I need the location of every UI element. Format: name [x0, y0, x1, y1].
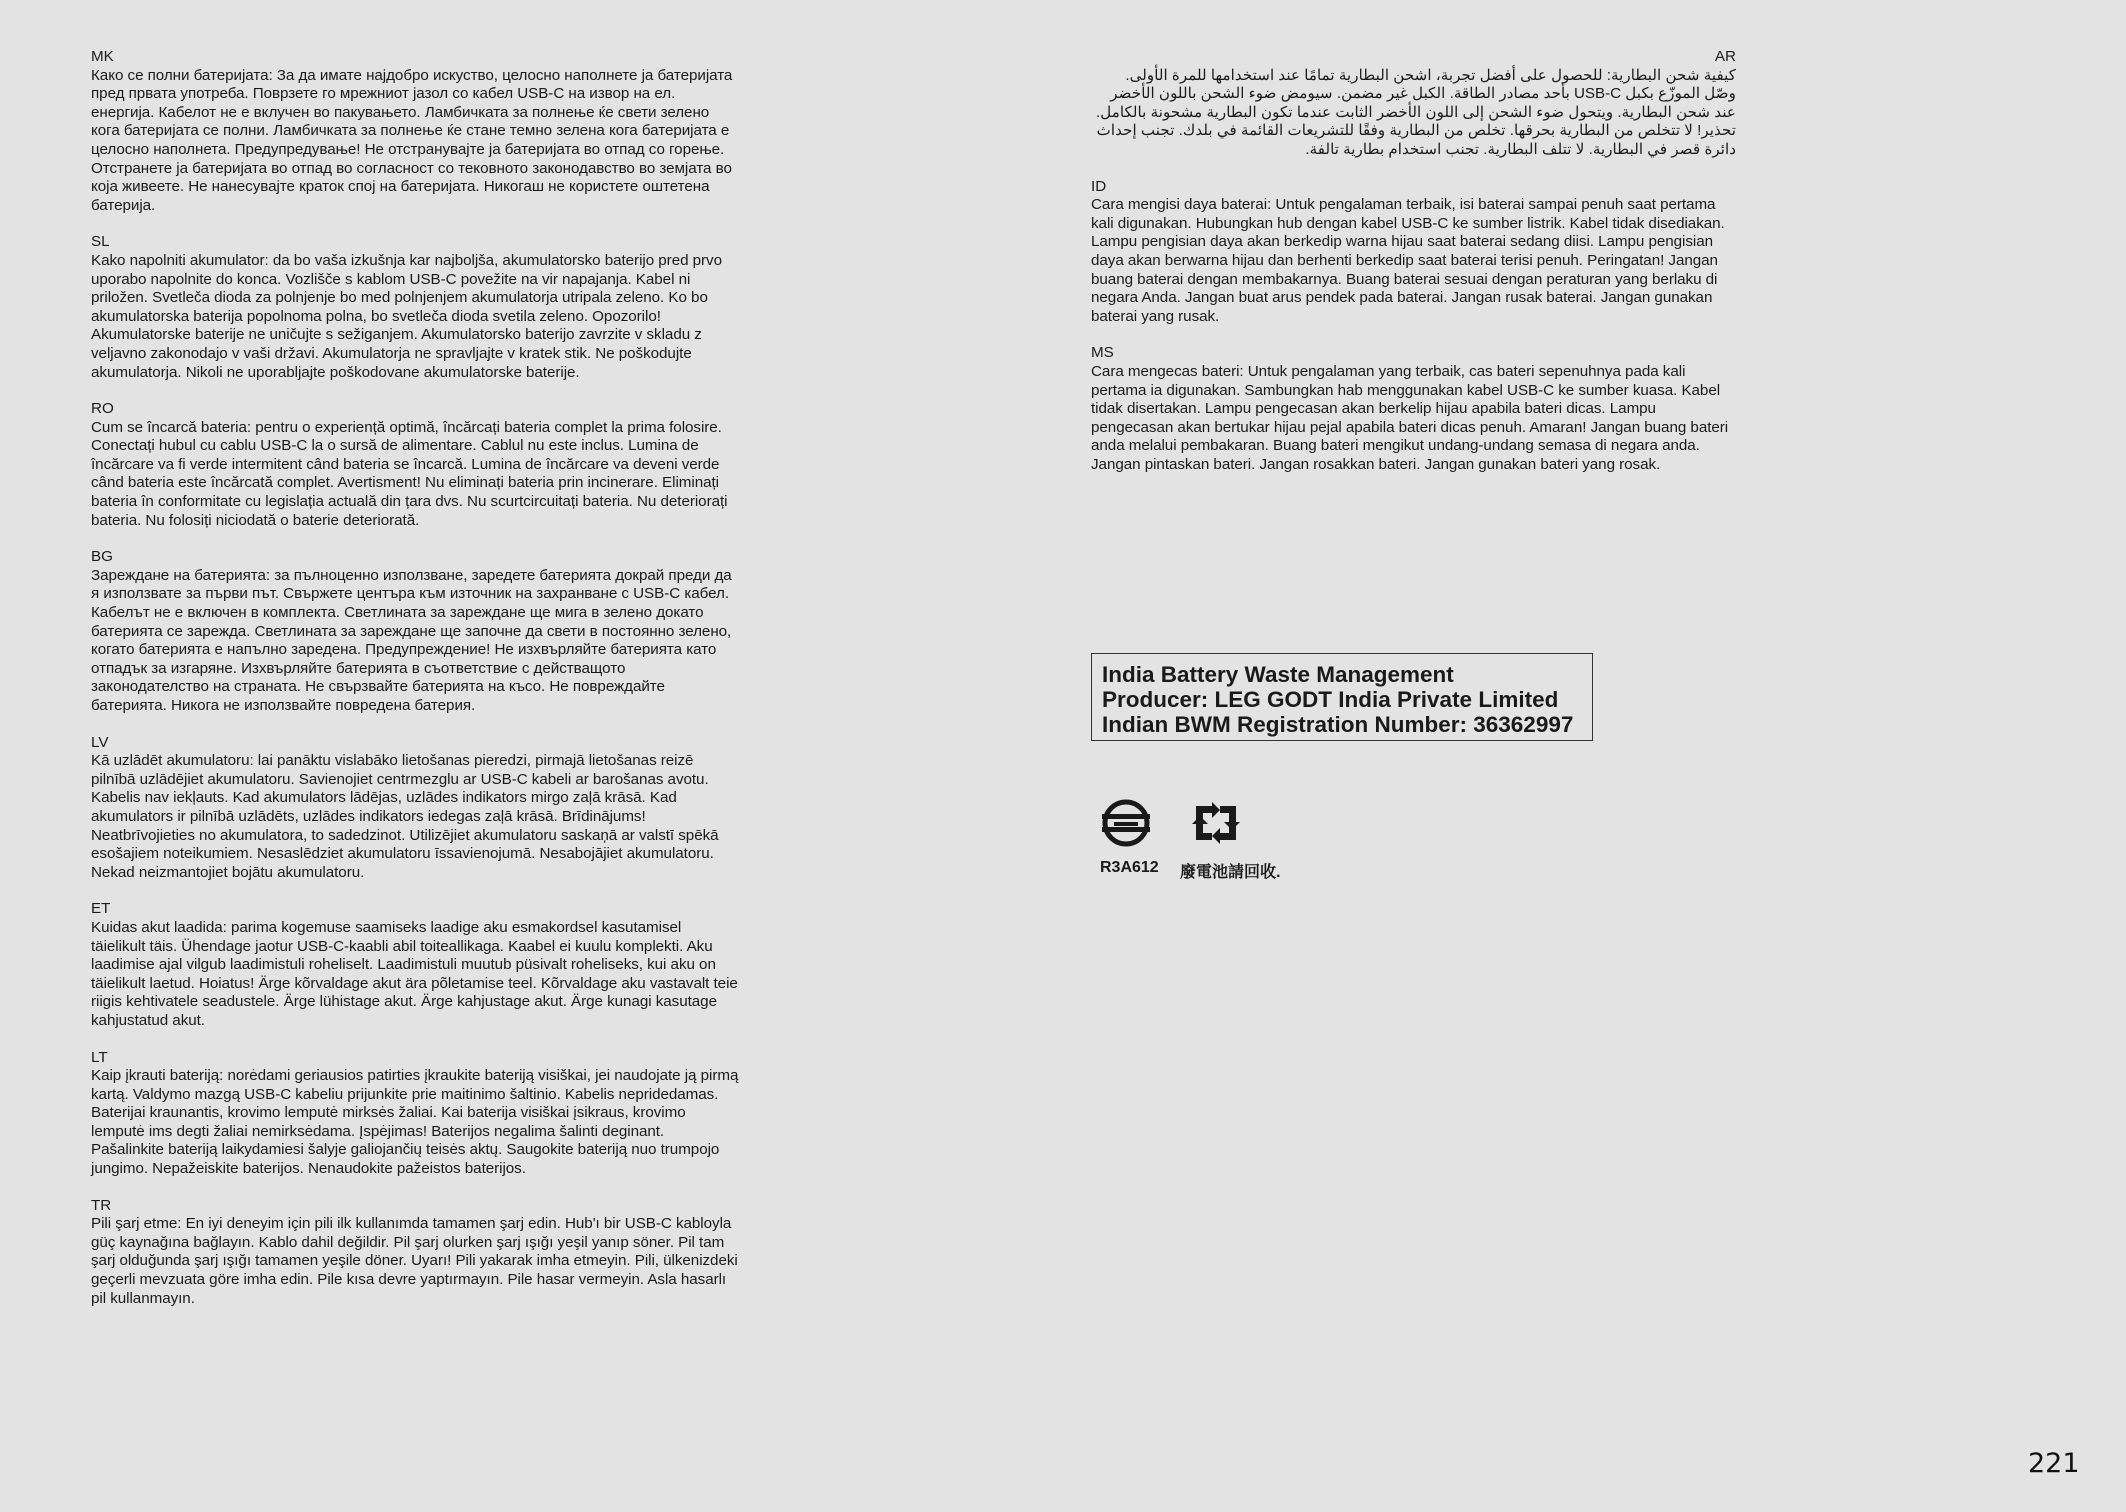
bsmi-code: R3A612 [1100, 859, 1159, 876]
bsmi-mark-icon [1100, 798, 1152, 848]
section-ro [91, 400, 739, 530]
section-text: Cara mengecas bateri: Untuk pengalaman yang terbaik, cas bateri sepenuhnya pada kali pertama ia digunakan. Sambungkan hab menggunakan kabel USB-C ke sumber kuasa. Kabel tidak disertakan. Lampu pengecasan akan berkelip hijau apabila bateri dicas. Lampu pengecasan akan bertukar hijau pejal apabila bateri dicas penuh. Amaran! Jangan buang bateri anda melalui pembakaran. Buang bateri mengikut undang-undang semasa di negara anda. Jangan pintaskan bateri. Jangan rosakkan bateri. Jangan gunakan bateri yang rosak. [1091, 362, 1729, 473]
section-ms [1091, 344, 1736, 474]
section-bg [91, 548, 739, 715]
bwm-registration: Indian BWM Registration Number: 36362997 [1102, 712, 1574, 737]
section-id [1091, 178, 1736, 327]
section-text: Kuidas akut laadida: parima kogemuse saamiseks laadige aku esmakordsel kasutamisel täielikult täis. Ühendage jaotur USB-C-kaabli abil toiteallikaga. Kaabel ei kuulu komplekti. Aku laadimise ajal vilgub laadimistuli roheliselt. Laadimistuli muutub püsivalt roheliseks, kui aku on täielikult laetud. Hoiatus! Ärge kõrvaldage akut ära põletamise teel. Kõrvaldage aku vastavalt teie riigis kehtivatele seadustele. Ärge lühistage akut. Ärge kahjustage akut. Ärge kunagi kasutage kahjustatud akut. [91, 918, 738, 1029]
bwm-producer: Producer: LEG GODT India Private Limited [1102, 687, 1559, 712]
section-text: Pili şarj etme: En iyi deneyim için pili ilk kullanımda tamamen şarj edin. Hub'ı bir USB-C kabloyla güç kaynağına bağlayın. Kablo dahil değildir. Pil şarj olurken şarj ışığı yeşil yanıp söner. Pil tam şarj olduğunda şarj ışığı tamamen yeşile döner. Uyarı! Pili yakarak imha etmeyin. Pili, ülkenizdeki geçerli mevzuata göre imha edin. Pile kısa devre yaptırmayın. Pile hasar vermeyin. Asla hasarlı pil kullanmayın. [91, 1215, 738, 1307]
section-text: Cum se încarcă bateria: pentru o experiență optimă, încărcați bateria complet la prima folosire. Conectați hubul cu cablu USB-C la o sursă de alimentare. Cablul nu este inclus. Lumina de încărcare va fi verde intermitent când bateria se încarcă. Lumina de încărcare va deveni verde când bateria este încărcată complet. Avertisment! Nu eliminați bateria prin incinerare. Eliminați bateria în conformitate cu legislația actuală din țara dvs. Nu scurtcircuitați bateria. Nu deteriorați bateria. Nu folosiți niciodată o baterie deteriorată. [91, 418, 728, 529]
bwm-title: India Battery Waste Management [1102, 662, 1454, 687]
page-number: 221 [2028, 1448, 2080, 1479]
language-code: ET [91, 900, 111, 918]
language-code: TR [91, 1196, 112, 1214]
language-code: MK [91, 48, 114, 65]
right-column [1091, 48, 1736, 492]
section-lt [91, 1049, 739, 1179]
section-text: Kako napolniti akumulator: da bo vaša izkušnja kar najboljša, akumulatorsko baterijo pred prvo uporabo napolnite do konca. Vozlišče s kablom USB-C povežite na vir napajanja. Kabel ni priložen. Svetleča dioda za polnjenje bo med polnjenjem akumulatorja utripala zeleno. Ko bo akumulatorska baterija popolnoma polna, bo svetleča dioda svetila zeleno. Opozorilo! Akumulatorske baterije ne uničujte s sežiganjem. Akumulatorsko baterijo zavrzite v skladu z veljavno zakonodajo v vaši državi. Akumulatorja ne spravljajte v kratek stik. Ne poškodujte akumulatorja. Nikoli ne uporabljajte poškodovane akumulatorske baterije. [91, 251, 722, 381]
section-et [91, 900, 739, 1030]
section-text: Kā uzlādēt akumulatoru: lai panāktu vislabāko lietošanas pieredzi, pirmajā lietošanas reizē pilnībā uzlādējiet akumulatoru. Savienojiet centrmezglu ar USB-C kabeli ar barošanas avotu. Kabelis nav iekļauts. Kad akumulators lādējas, uzlādes indikators mirgo zaļā krāsā. Kad akumulators ir pilnībā uzlādēts, uzlādes indikators iedegas zaļā krāsā. Brīdinājums! Neatbrīvojieties no akumulatora, to sadedzinot. Utilizējiet akumulatoru saskaņā ar valstī spēkā esošajiem noteikumiem. Nesaslēdziet akumulatoru īssavienojumā. Nesabojājiet akumulatoru. Nekad neizmantojiet bojātu akumulatoru. [91, 752, 719, 881]
section-mk [91, 48, 739, 215]
language-code: SL [91, 233, 110, 251]
language-code: MS [1091, 344, 1114, 362]
section-ar [1091, 48, 1736, 160]
language-code: LT [91, 1048, 108, 1066]
left-column [91, 48, 739, 1326]
section-text: Зареждане на батерията: за пълноценно използване, заредете батерията докрай преди да я използвате за първи път. Свържете центъра към източник на захранване с USB-C кабел. Кабелът не е включен в комплекта. Светлината за зареждане ще мига в зелено докато батерията се зарежда. Светлината за зареждане ще започне да свети в постоянно зелено, когато батерията е напълно заредена. Предупреждение! Не изхвърляйте батерията като отпадък за изгаряне. Изхвърляйте батерията в съответствие с действащото законодателство на страната. Не свързвайте батерията на късо. Не повреждайте батерията. Никога не използвайте повредена батерия. [91, 566, 732, 714]
bsmi-logo [1100, 798, 1158, 877]
section-text: Cara mengisi daya baterai: Untuk pengalaman terbaik, isi baterai sampai penuh saat pertama kali digunakan. Hubungkan hub dengan kabel USB-C ke sumber listrik. Kabel tidak disediakan. Lampu pengisian daya akan berkedip warna hijau saat baterai sedang diisi. Lampu pengisian daya akan berwarna hijau dan berhenti berkedip saat baterai terisi penuh. Peringatan! Jangan buang baterai dengan membakarnya. Buang baterai sesuai dengan peraturan yang berlaku di negara Anda. Jangan buat arus pendek pada baterai. Jangan rusak baterai. Jangan gunakan baterai yang rusak. [1091, 196, 1725, 325]
language-code: RO [91, 400, 114, 418]
section-sl [91, 233, 739, 382]
language-code: LV [91, 733, 109, 751]
section-lv [91, 734, 739, 883]
section-text: Како се полни батеријата: За да имате најдобро искуство, целосно наполнете ја батеријата пред првата употреба. Поврзете го мрежниот јазол со кабел USB-C на извор на ел. енергија. Кабелот не е вклучен во пакувањето. Ламбичката за полнење ќе свети зелено кога батеријата се полни. Ламбичката за полнење ќе стане темно зелена кога батеријата е целосно наполнета. Предупредување! Не отстранувајте ја батеријата во отпад со горење. Отстранете ја батеријата во отпад во согласност со тековното законодавство во земјата во која живеете. Не нанесувајте краток спој на батеријата. Никогаш не користете оштетена батерија. [91, 66, 733, 214]
battery-recycle-icon [1190, 798, 1242, 848]
section-text: كيفية شحن البطارية: للحصول على أفضل تجربة، اشحن البطارية تمامًا عند استخدامها للمرة الأولى. وصّل الموزّع بكبل USB-C بأحد مصادر الطاقة. الكبل غير مضمن. سيومض ضوء الشحن باللون الأخضر عند شحن البطارية. ويتحول ضوء الشحن إلى اللون الأخضر الثابت عندما تكون البطارية مشحونة بالكامل. تحذير! لا تتخلص من البطارية بحرقها. تخلص من البطارية وفقًا للتشريعات القائمة في بلدك. تجنب إحداث دائرة قصر في البطارية. لا تتلف البطارية. تجنب استخدام بطارية تالفة. [1096, 66, 1736, 158]
language-code: AR [1714, 48, 1736, 65]
language-code: BG [91, 548, 113, 566]
recycle-caption: 廢電池請回收. [1180, 864, 1281, 881]
recycle-logo [1180, 798, 1281, 882]
section-text: Kaip įkrauti bateriją: norėdami geriausios patirties įkraukite bateriją visiškai, jei naudojate ją pirmą kartą. Valdymo mazgą USB-C kabeliu prijunkite prie maitinimo šaltinio. Kabelis nepridedamas. Baterijai kraunantis, krovimo lemputė mirksės žaliai. Kai baterija visiškai įsikraus, krovimo lemputė ims degti žaliai nemirksėdama. Įspėjimas! Baterijos negalima šalinti deginant. Pašalinkite bateriją laikydamiesi šalyje galiojančių teisės aktų. Saugokite bateriją nuo trumpojo jungimo. Nepažeiskite baterijos. Nenaudokite pažeistos baterijos. [91, 1067, 739, 1178]
india-bwm-box [1091, 653, 1593, 741]
language-code: ID [1091, 177, 1107, 195]
section-tr [91, 1197, 739, 1309]
